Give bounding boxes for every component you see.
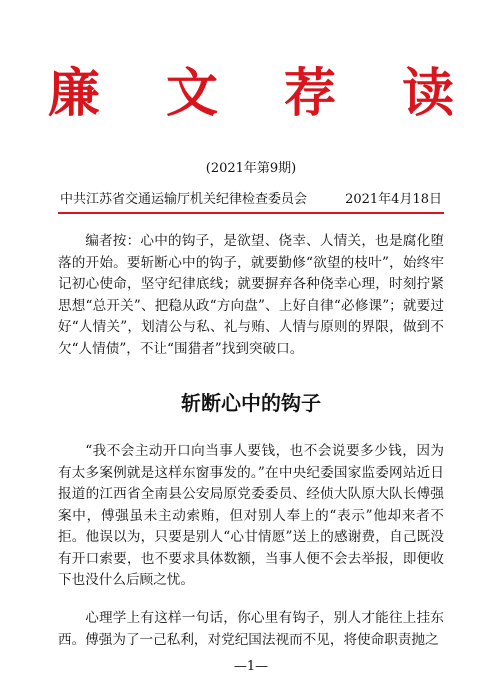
masthead-title: 廉 文 荐 读 [47,63,479,124]
issue-number: (2021年第9期) [205,161,297,176]
header-divider [58,212,444,214]
publication-date: 2021年4月18日 [345,192,442,207]
publication-header [60,190,442,210]
article-paragraph: 心理学上有这样一句话，你心里有钩子，别人才能往上挂东西。傅强为了一己私利，对党纪国法视而不见，将使命职责抛之 [58,610,444,648]
page-number: —1— [233,659,269,674]
article-title: 斩断心中的钩子 [181,391,321,415]
organization-name: 中共江苏省交通运输厅机关纪律检查委员会 [60,192,308,207]
article-paragraph: “我不会主动开口向当事人要钱，也不会说要多少钱，因为有太多案例就是这样东窗事发的。”在中央纪委国家监委网站近日报道的江西省全南县公安局原党委委员、经侦大队原大队长傅强案中，傅强虽未主动索贿，但对别人奉上的“表示”他却来者不拒。他误以为，只要是别人“心甘情愿”送上的感谢费，自己既没有开口索要，也不要求具体数额，当事人便不会去举报，即便收下也没什么后顾之忧。 [58,443,444,588]
editor-note: 编者按：心中的钩子，是欲望、侥幸、人情关，也是腐化堕落的开始。要斩断心中的钩子，就要勤修“欲望的枝叶”，始终牢记初心使命，坚守纪律底线；就要摒弃各种侥幸心理，时刻拧紧思想“总开关”、把稳从政“方向盘”、上好自律“必修课”；就要过好“人情关”，划清公与私、礼与贿、人情与原则的界限，做到不欠“人情债”，不让“围猎者”找到突破口。 [58,233,444,357]
